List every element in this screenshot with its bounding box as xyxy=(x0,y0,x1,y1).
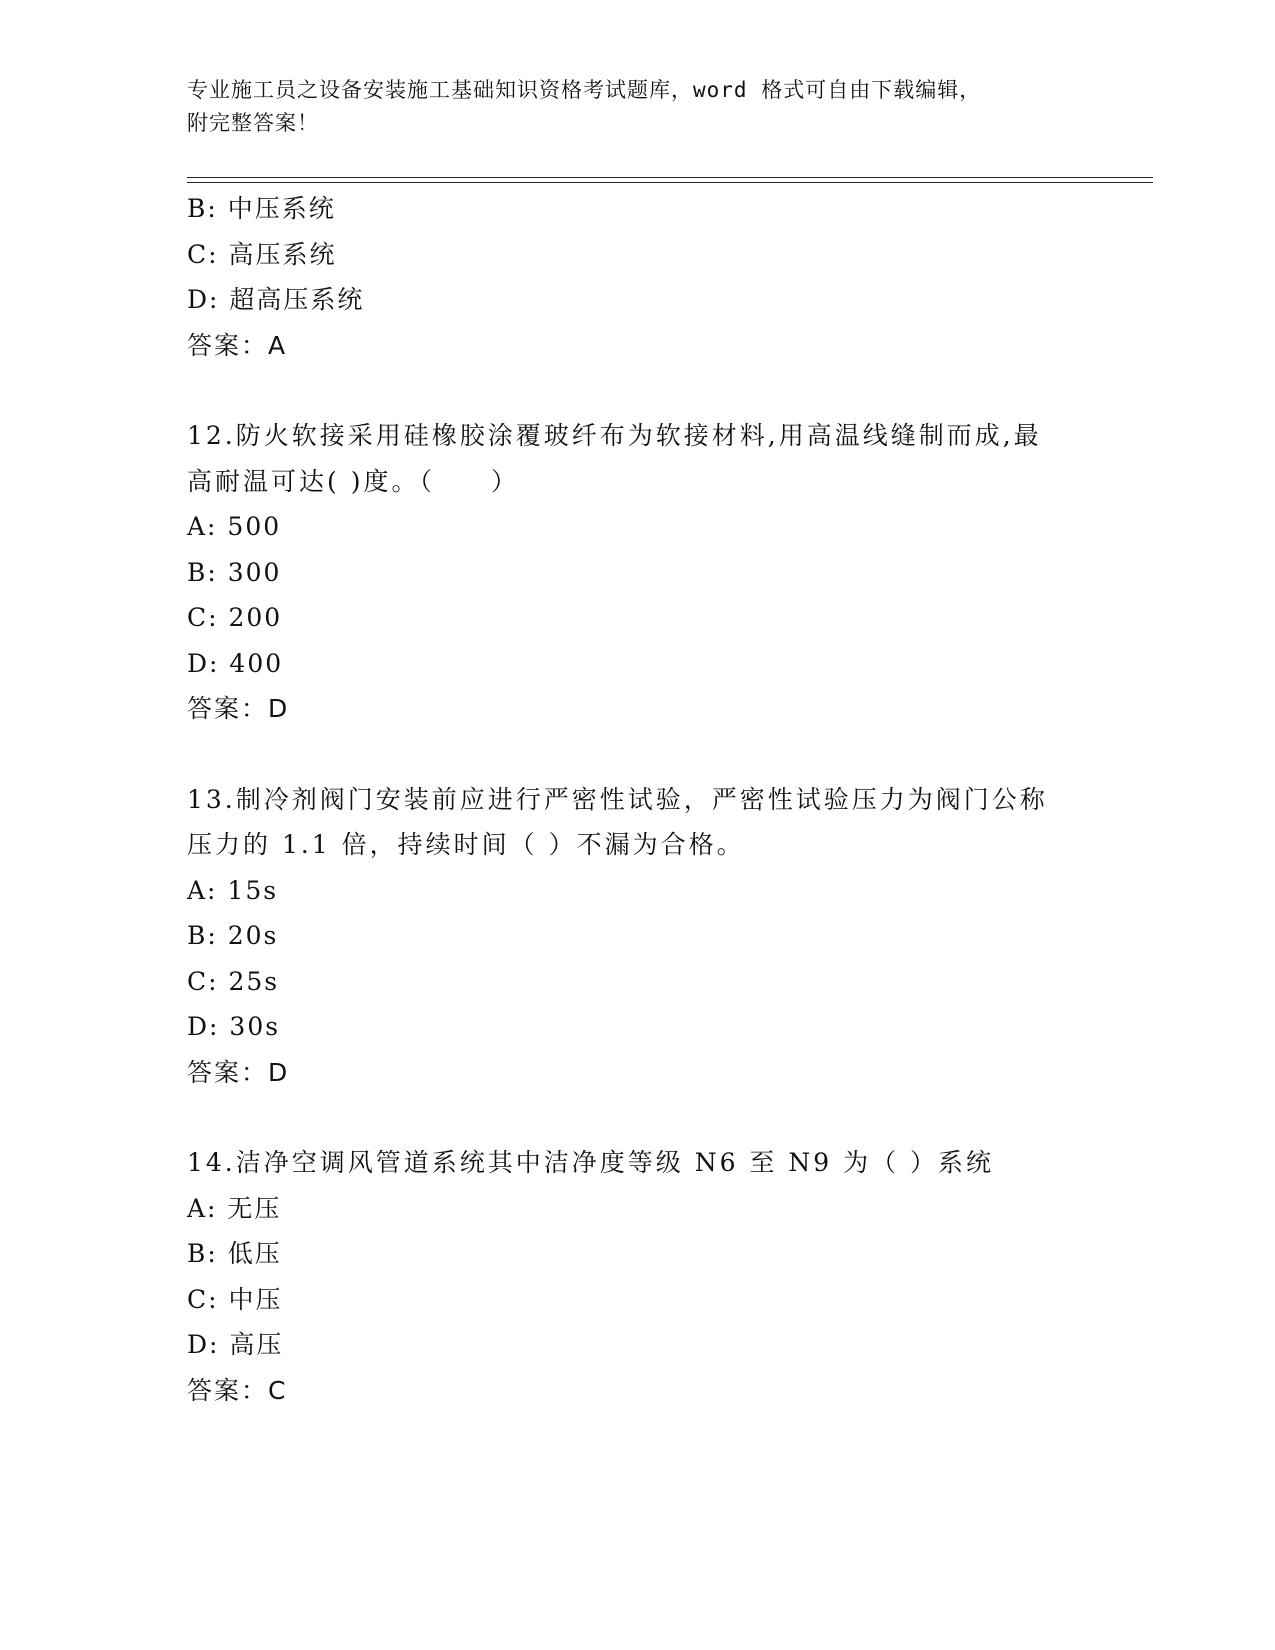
question-11-continued xyxy=(187,186,1087,368)
option-b: B: 300 xyxy=(187,557,282,587)
option-d: D: 400 xyxy=(187,648,284,678)
question-stem-line: 12.防火软接采用硅橡胶涂覆玻纤布为软接材料,用高温线缝制而成,最 xyxy=(187,421,1042,450)
answer: 答案：C xyxy=(187,1375,288,1405)
option-d: D: 30s xyxy=(187,1012,281,1041)
option-a: A: 无压 xyxy=(187,1193,282,1223)
question-12 xyxy=(187,413,1087,732)
option-d: D: 高压 xyxy=(187,1330,284,1359)
option-d: D: 超高压系统 xyxy=(187,285,365,314)
option-c: C: 200 xyxy=(187,603,283,632)
answer: 答案：D xyxy=(187,694,290,723)
option-a: A: 15s xyxy=(187,875,279,905)
question-stem-line: 13.制冷剂阀门安装前应进行严密性试验，严密性试验压力为阀门公称 xyxy=(187,784,1048,814)
option-b: B: 中压系统 xyxy=(187,194,336,223)
header-title-line-2: 附完整答案！ xyxy=(187,111,319,135)
option-c: C: 25s xyxy=(187,966,280,996)
option-c: C: 中压 xyxy=(187,1284,283,1314)
header-divider-top xyxy=(187,177,1153,178)
question-stem-line: 压力的 1.1 倍，持续时间（ ）不漏为合格。 xyxy=(187,830,745,859)
option-b: B: 低压 xyxy=(187,1239,282,1268)
question-list xyxy=(187,186,1087,1413)
document-header xyxy=(187,74,1067,140)
option-c: C: 高压系统 xyxy=(187,239,337,269)
option-a: A: 500 xyxy=(187,512,282,541)
answer: 答案：D xyxy=(187,1057,290,1087)
question-stem-line: 14.洁净空调风管道系统其中洁净度等级 N6 至 N9 为（ ）系统 xyxy=(187,1148,995,1177)
option-b: B: 20s xyxy=(187,921,279,950)
header-divider-bottom xyxy=(187,182,1153,183)
question-14 xyxy=(187,1140,1087,1413)
question-stem-line: 高耐温可达( )度。（ ） xyxy=(187,466,519,496)
answer: 答案：A xyxy=(187,330,288,360)
header-title-line-1: 专业施工员之设备安装施工基础知识资格考试题库，word 格式可自由下载编辑， xyxy=(187,78,982,102)
question-13 xyxy=(187,777,1087,1096)
